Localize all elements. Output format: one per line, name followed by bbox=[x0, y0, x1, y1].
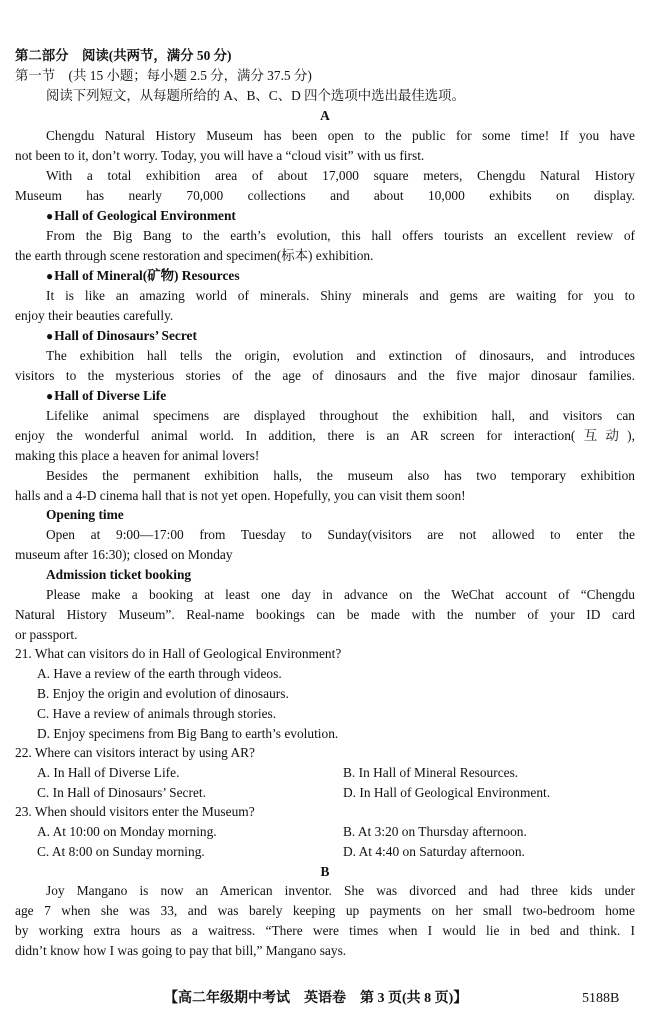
passage-line: It is like an amazing world of minerals. Shiny minerals and gems are waiting for you to bbox=[46, 288, 635, 303]
hall-heading bbox=[46, 266, 635, 286]
passage-line: From the Big Bang to the earth’s evolution, this hall offers tourists an excellent review of bbox=[46, 228, 635, 243]
passage-line: the earth through scene restoration and specimen(标本) exhibition. bbox=[15, 248, 374, 263]
section-heading: 第一节 (共 15 小题；每小题 2.5 分，满分 37.5 分) bbox=[15, 68, 312, 83]
passage-line: visitors to the mysterious stories of the age of dinosaurs and the five major dinosaur families. bbox=[15, 368, 635, 383]
passage-line: by working extra hours as a waitress. “There were times when I would lie in bed and think. I bbox=[15, 923, 635, 938]
passage-line: enjoy the wonderful animal world. In addition, there is an AR screen for interaction(互动), bbox=[15, 428, 635, 443]
passage-line: The exhibition hall tells the origin, evolution and extinction of dinosaurs, and introduces bbox=[46, 348, 635, 363]
passage-line: enjoy their beauties carefully. bbox=[15, 308, 174, 323]
answer-option: D. Enjoy specimens from Big Bang to earth’s evolution. bbox=[37, 726, 339, 741]
passage-line: Chengdu Natural History Museum has been open to the public for some time! If you have bbox=[46, 128, 635, 143]
passage-line: Besides the permanent exhibition halls, the museum also has two temporary exhibition bbox=[46, 468, 635, 483]
hall-title: Hall of Diverse Life bbox=[54, 388, 167, 403]
footer-title: 【高二年级期中考试 英语卷 第 3 页(共 8 页)】 bbox=[164, 991, 468, 1006]
answer-option: B. In Hall of Mineral Resources. bbox=[343, 765, 519, 780]
hall-heading bbox=[46, 386, 635, 406]
bullet-icon: ● bbox=[46, 389, 54, 403]
question-stem: 22. Where can visitors interact by using AR? bbox=[15, 745, 255, 760]
passage-line: making this place a heaven for animal lovers! bbox=[15, 448, 260, 463]
instruction: 阅读下列短文，从每题所给的 A、B、C、D 四个选项中选出最佳选项。 bbox=[46, 88, 465, 103]
answer-option: D. In Hall of Geological Environment. bbox=[343, 785, 551, 800]
answer-option: C. Have a review of animals through stories. bbox=[37, 706, 277, 721]
question-stem: 21. What can visitors do in Hall of Geological Environment? bbox=[15, 646, 342, 661]
hall-heading bbox=[46, 326, 635, 346]
hall-title: Hall of Dinosaurs’ Secret bbox=[54, 328, 197, 343]
bullet-icon: ● bbox=[46, 329, 54, 343]
passage-line: halls and a 4-D cinema hall that is not yet open. Hopefully, you can visit them soon! bbox=[15, 488, 466, 503]
booking-heading: Admission ticket booking bbox=[46, 567, 192, 582]
passage-line: Open at 9:00—17:00 from Tuesday to Sunday(visitors are not allowed to enter the bbox=[46, 527, 635, 542]
passage-line: or passport. bbox=[15, 627, 78, 642]
part-heading: 第二部分 阅读(共两节，满分 50 分) bbox=[15, 48, 232, 63]
answer-option: A. At 10:00 on Monday morning. bbox=[37, 824, 217, 839]
passage-line: Museum has nearly 70,000 collections and about 10,000 exhibits on display. bbox=[15, 188, 635, 203]
option-row bbox=[0, 822, 648, 842]
hall-heading bbox=[46, 206, 635, 226]
passage-line: Lifelike animal specimens are displayed throughout the exhibition hall, and visitors can bbox=[46, 408, 635, 423]
option-row bbox=[0, 842, 648, 862]
passage-line: didn’t know how I was going to pay that bill,” Mangano says. bbox=[15, 943, 347, 958]
footer-code: 5188B bbox=[582, 991, 620, 1006]
option-row bbox=[0, 783, 648, 803]
hall-title: Hall of Mineral(矿物) Resources bbox=[54, 268, 240, 283]
page-footer bbox=[0, 988, 648, 1010]
passage-line: Joy Mangano is now an American inventor. She was divorced and had three kids under bbox=[46, 883, 635, 898]
answer-option: A. Have a review of the earth through videos. bbox=[37, 666, 282, 681]
opening-time-heading: Opening time bbox=[46, 507, 124, 522]
bullet-icon: ● bbox=[46, 209, 54, 223]
passage-line: Please make a booking at least one day in advance on the WeChat account of “Chengdu bbox=[46, 587, 635, 602]
passage-line: not been to it, don’t worry. Today, you will have a “cloud visit” with us first. bbox=[15, 148, 425, 163]
bullet-icon: ● bbox=[46, 269, 54, 283]
passage-line: With a total exhibition area of about 17,000 square meters, Chengdu Natural History bbox=[46, 168, 635, 183]
question-stem: 23. When should visitors enter the Museum? bbox=[15, 804, 255, 819]
hall-title: Hall of Geological Environment bbox=[54, 208, 236, 223]
passage-a-label: A bbox=[320, 108, 330, 123]
answer-option: B. Enjoy the origin and evolution of dinosaurs. bbox=[37, 686, 289, 701]
answer-option: B. At 3:20 on Thursday afternoon. bbox=[343, 824, 527, 839]
answer-option: D. At 4:40 on Saturday afternoon. bbox=[343, 844, 525, 859]
answer-option: A. In Hall of Diverse Life. bbox=[37, 765, 180, 780]
passage-line: age 7 when she was 33, and was barely keeping up payments on her small two-bedroom home bbox=[15, 903, 635, 918]
option-row bbox=[0, 763, 648, 783]
passage-line: museum after 16:30); closed on Monday bbox=[15, 547, 233, 562]
passage-line: Natural History Museum”. Real-name bookings can be made with the number of your ID card bbox=[15, 607, 635, 622]
passage-b-label: B bbox=[320, 864, 330, 879]
answer-option: C. At 8:00 on Sunday morning. bbox=[37, 844, 205, 859]
answer-option: C. In Hall of Dinosaurs’ Secret. bbox=[37, 785, 206, 800]
